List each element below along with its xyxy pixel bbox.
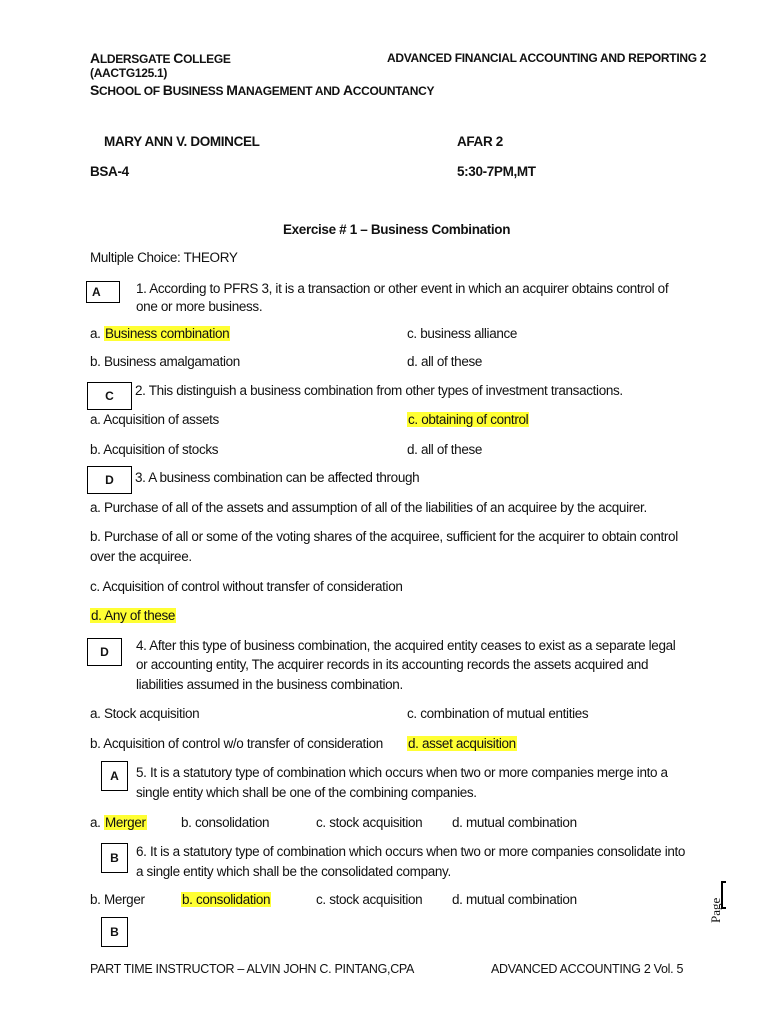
question-text: single entity which shall be one of the combining companies. <box>136 785 477 800</box>
option-a: a. Stock acquisition <box>90 706 200 721</box>
question-text: 1. According to PFRS 3, it is a transaction or other event in which an acquirer obtains control of <box>136 281 669 296</box>
option-a: a. Acquisition of assets <box>90 412 219 427</box>
option-d: d. mutual combination <box>452 815 577 830</box>
answer-box: D <box>87 638 122 666</box>
option-b <box>181 892 271 907</box>
course-code: (AACTG125.1) <box>90 66 168 80</box>
option-c: c. Acquisition of control without transfer of consideration <box>90 579 403 594</box>
footer-volume: ADVANCED ACCOUNTING 2 Vol. 5 <box>491 962 684 976</box>
option-c: c. stock acquisition <box>316 892 423 907</box>
question-text: 4. After this type of business combination, the acquired entity ceases to exist as a separate legal <box>136 638 676 653</box>
student-name: MARY ANN V. DOMINCEL <box>104 134 260 149</box>
option-c: c. combination of mutual entities <box>407 706 589 721</box>
option-c <box>407 412 529 427</box>
page-number-bracket <box>721 881 726 909</box>
college-name: ALDERSGATE COLLEGE <box>90 50 231 66</box>
option-b: b. Acquisition of control w/o transfer of consideration <box>90 736 383 751</box>
option-b: b. Purchase of all or some of the voting shares of the acquiree, sufficient for the acquirer to obtain control <box>90 529 678 544</box>
option-d <box>90 608 176 623</box>
course-title: ADVANCED FINANCIAL ACCOUNTING AND REPORTING 2 <box>387 51 707 65</box>
question-text: liabilities assumed in the business combination. <box>136 677 403 692</box>
question-text: a single entity which shall be the consolidated company. <box>136 864 451 879</box>
option-c: c. stock acquisition <box>316 815 423 830</box>
question-text: 2. This distinguish a business combination from other types of investment transactions. <box>135 383 623 398</box>
option-b: over the acquiree. <box>90 549 192 564</box>
highlighted-answer: d. asset acquisition <box>408 736 516 751</box>
highlighted-answer: Merger <box>104 815 146 830</box>
answer-box: C <box>87 382 132 410</box>
question-text: 6. It is a statutory type of combination which occurs when two or more companies consolidate into <box>136 844 686 859</box>
option-b: b. consolidation <box>181 815 270 830</box>
option-b: b. Business amalgamation <box>90 354 240 369</box>
footer-instructor: PART TIME INSTRUCTOR – ALVIN JOHN C. PINTANG,CPA <box>90 962 415 976</box>
option-d: d. all of these <box>407 354 483 369</box>
subject: AFAR 2 <box>457 134 503 149</box>
page-label: Page <box>708 897 723 923</box>
option-d: d. mutual combination <box>452 892 577 907</box>
highlighted-answer: d. Any of these <box>91 608 176 623</box>
school-name: SCHOOL OF BUSINESS MANAGEMENT AND ACCOUNTANCY <box>90 82 435 98</box>
highlighted-answer: b. consolidation <box>182 892 271 907</box>
option-a: a. Merger <box>90 815 146 830</box>
instructions: Multiple Choice: THEORY <box>90 250 238 265</box>
option-a: a. Business combination <box>90 326 230 341</box>
question-text: or accounting entity, The acquirer records in its accounting records the assets acquired and <box>136 657 649 672</box>
answer-box: A <box>101 761 128 791</box>
option-c: c. business alliance <box>407 326 518 341</box>
option-b: b. Acquisition of stocks <box>90 442 219 457</box>
highlighted-answer: Business combination <box>104 326 230 341</box>
answer-box: B <box>101 843 128 873</box>
option-a: a. Purchase of all of the assets and assumption of all of the liabilities of an acquiree by the acquirer. <box>90 500 647 515</box>
question-text: 5. It is a statutory type of combination which occurs when two or more companies merge into a <box>136 765 668 780</box>
schedule: 5:30-7PM,MT <box>457 164 536 179</box>
option-a: b. Merger <box>90 892 145 907</box>
student-section: BSA-4 <box>90 164 129 179</box>
answer-box: D <box>87 466 132 494</box>
question-text: one or more business. <box>136 299 263 314</box>
page-number <box>720 878 721 879</box>
question-text: 3. A business combination can be affected through <box>135 470 420 485</box>
answer-box: A <box>86 281 120 303</box>
option-d <box>407 736 517 751</box>
option-d: d. all of these <box>407 442 483 457</box>
exercise-title: Exercise # 1 – Business Combination <box>283 222 511 237</box>
answer-box: B <box>101 917 128 947</box>
highlighted-answer: c. obtaining of control <box>408 412 529 427</box>
